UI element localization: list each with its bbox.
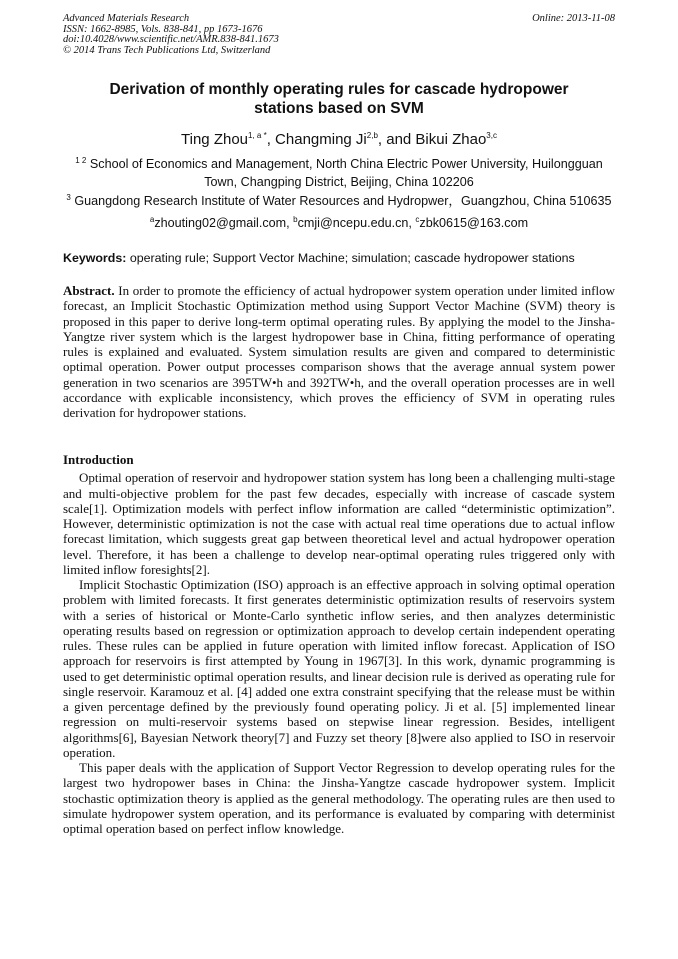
section-heading: Introduction xyxy=(63,452,134,467)
email[interactable]: cmji@ncepu.edu.cn xyxy=(297,216,409,230)
author-sup: 3,c xyxy=(486,131,497,140)
title-text: Derivation of monthly operating rules for cascade hydropower stations based on SVM xyxy=(109,81,569,117)
issn: ISSN: 1662-8985, Vols. 838-841, pp 1673-1676 xyxy=(63,23,263,35)
keywords xyxy=(63,251,615,265)
author-name: Bikui Zhao xyxy=(415,131,487,148)
author-sep: , and xyxy=(377,131,416,148)
journal-name: Advanced Materials Research xyxy=(63,13,190,24)
keywords-label: Keywords: xyxy=(63,251,127,265)
aff-text: Guangdong Research Institute of Water Resources and Hydropwer，Guangzhou, China 510635 xyxy=(74,194,612,208)
paper-title xyxy=(63,80,615,118)
email-sup: b xyxy=(293,214,298,224)
email[interactable]: zbk0615@163.com xyxy=(419,216,529,230)
paragraph: This paper deals with the application of Support Vector Regression to develop operating rules for the largest two hydropower bases in China: the Jinsha-Yangtze cascade hydropower system. Implicit stochastic optimization theory is applied as the general methodology. The operating rules are then used to simulate hydropower system operation, and its performance is evaluated by comparing with determinist optimal operation based on perfect inflow knowledge. xyxy=(63,760,615,836)
doi: doi:10.4028/www.scientific.net/AMR.838-841.1673 xyxy=(63,34,279,46)
aff-sup: 3 xyxy=(66,192,71,202)
email[interactable]: zhouting02@gmail.com xyxy=(154,216,287,230)
authors xyxy=(63,131,615,148)
aff-sup: 1 2 xyxy=(75,155,87,165)
online-date: Online: 2013-11-08 xyxy=(532,13,615,24)
abstract-text: In order to promote the efficiency of actual hydropower system operation under limited inflow forecast, an Implicit Stochastic Optimization method using Support Vector Machine (SVM) theory is proposed in this paper to derive long-term optimal operating rules. By applying the model to the Jinsha-Yangtze river system which is the largest hydropower base in China, fitting performance of operating rules is explained and evaluated. System simulation results are given and compared to deterministic optimal operation. Power output processes comparison shows that the average annual system power generation in two scenarios are 395TW•h and 392TW•h, and the overall operation processes are in well accordance with explicable inconsistency, which proves the efficiency of SVM in operating rules derivation for hydropower stations. xyxy=(63,283,616,420)
author-name: Ting Zhou xyxy=(181,131,249,148)
copyright: © 2014 Trans Tech Publications Ltd, Switzerland xyxy=(63,44,271,56)
journal-header xyxy=(63,14,615,56)
introduction xyxy=(63,452,615,836)
abstract xyxy=(63,283,615,420)
author-sep: , xyxy=(266,131,276,148)
keywords-text: operating rule; Support Vector Machine; simulation; cascade hydropower stations xyxy=(129,251,575,265)
affiliation xyxy=(63,155,615,191)
author-sup: 1, a * xyxy=(248,131,267,140)
author-sup: 2,b xyxy=(366,131,378,140)
paragraph: Optimal operation of reservoir and hydropower station system has long been a challenging multi-stage and multi-objective problem for the past few decades, especially with increase of cascade system scale[1]. Optimization models with perfect inflow information are called “deterministic optimization”. However, deterministic optimization is not the case with actual real time operations due to actual inflow forecast limitation, which suggests great gap between theoretical level and actual hydropower operation level. Therefore, it has been a challenge to develop near-optimal operating rules triggered only with limited inflow foresights[2]. xyxy=(63,470,615,577)
email-sup: a xyxy=(149,214,155,224)
affiliation xyxy=(63,192,615,210)
paragraph: Implicit Stochastic Optimization (ISO) approach is an effective approach in solving optimal operation problem with limited forecasts. It first generates deterministic optimization results of reservoirs system with a series of historical or Monte-Carlo synthetic inflow series, and then analyzes deterministic operating results based on regression or optimization approach to develop certain independent operating rules. These rules can be applied in future operation with limited inflow forecast. Application of ISO approach for reservoirs is first attempted by Young in 1967[3]. In this work, dynamic programming is used to get deterministic optimal operation results, and linear decision rule is derived as operating rule for single reservoir. Karamouz et al. [4] added one extra constraint specifying that the release must be within a given percentage defined by the previously found operating policy. Ji et al. [5] implemented linear regression on multi-reservoir systems based on stepwise linear regression. Besides, intelligent algorithms[6], Bayesian Network theory[7] and Fuzzy set theory [8]were also applied to ISO in reservoir operation. xyxy=(63,577,615,760)
abstract-label: Abstract. xyxy=(63,283,115,298)
aff-text: School of Economics and Management, North China Electric Power University, Huilongguan Town, Changping District, Beijing, China 102206 xyxy=(89,157,603,189)
author-name: Changming Ji xyxy=(275,131,367,148)
email-sup: c xyxy=(415,214,420,224)
emails: $^a$zhouting02@gmail.com, $^b$cmji@ncepu.edu.cn, $^c$zbk0615@163.com xyxy=(149,214,529,230)
